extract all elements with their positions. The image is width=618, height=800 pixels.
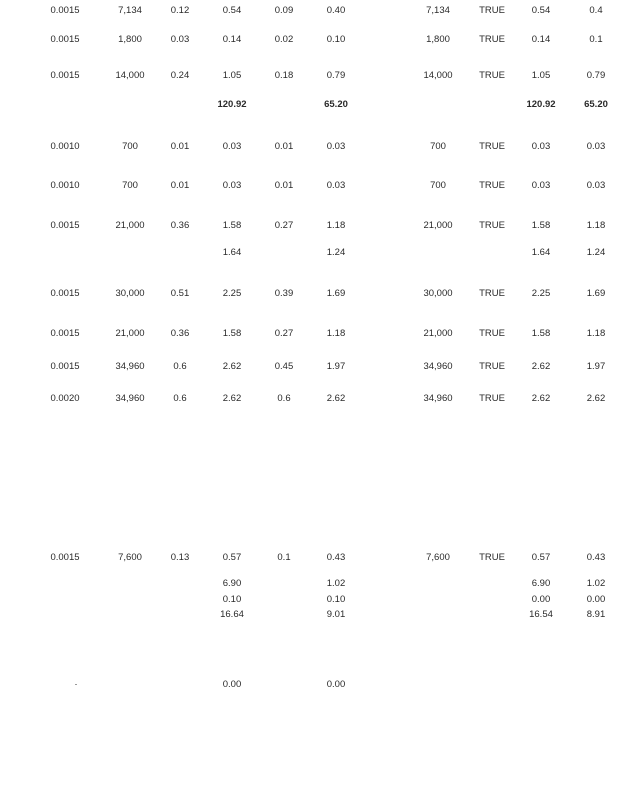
table-cell-c9: 0.14 [531, 34, 551, 45]
table-cell-c4: 0.14 [222, 34, 242, 45]
table-cell-c3: 0.36 [170, 220, 190, 231]
table-cell-c8: TRUE [479, 34, 505, 45]
table-cell-c8: TRUE [479, 361, 505, 372]
table-cell-c5: 0.18 [274, 70, 294, 81]
table-cell-c1: 0.0015 [50, 328, 80, 339]
table-cell-c1: 0.0010 [50, 180, 80, 191]
table-cell-c6: 0.00 [326, 679, 346, 690]
table-cell-c6: 1.24 [326, 247, 346, 258]
table-cell-c1: 0.0020 [50, 393, 80, 404]
table-cell-c7: 14,000 [423, 70, 453, 81]
table-cell-c9: 1.64 [531, 247, 551, 258]
table-cell-c4: 2.62 [222, 393, 242, 404]
table-cell-c9: 6.90 [531, 578, 551, 589]
table-cell-c4: 1.64 [222, 247, 242, 258]
scan-speck [75, 684, 77, 685]
table-cell-c7: 700 [430, 141, 446, 152]
table-cell-c10: 1.69 [586, 288, 606, 299]
table-cell-c10: 8.91 [586, 609, 606, 620]
table-cell-c4: 6.90 [222, 578, 242, 589]
table-cell-c8: TRUE [479, 393, 505, 404]
table-cell-c9: 0.03 [531, 180, 551, 191]
table-cell-c3: 0.03 [170, 34, 190, 45]
table-cell-c5: 0.45 [274, 361, 294, 372]
table-cell-c5: 0.1 [277, 552, 291, 563]
table-cell-c10: 2.62 [586, 393, 606, 404]
table-cell-c9: 0.00 [531, 594, 551, 605]
table-cell-c9: 1.58 [531, 328, 551, 339]
table-cell-c4: 0.54 [222, 5, 242, 16]
table-cell-c7: 7,600 [426, 552, 450, 563]
table-cell-c6: 0.40 [326, 5, 346, 16]
table-cell-c3: 0.01 [170, 141, 190, 152]
table-cell-c4: 16.64 [220, 609, 244, 620]
table-cell-c3: 0.01 [170, 180, 190, 191]
table-cell-c8: TRUE [479, 328, 505, 339]
table-cell-c4: 0.03 [222, 141, 242, 152]
table-cell-c2: 14,000 [115, 70, 145, 81]
table-cell-c7: 34,960 [423, 361, 453, 372]
table-cell-c4: 120.92 [217, 99, 247, 110]
table-cell-c6: 1.97 [326, 361, 346, 372]
table-cell-c1: 0.0010 [50, 141, 80, 152]
table-cell-c2: 21,000 [115, 328, 145, 339]
table-cell-c8: TRUE [479, 552, 505, 563]
table-cell-c5: 0.01 [274, 141, 294, 152]
table-cell-c5: 0.02 [274, 34, 294, 45]
table-cell-c8: TRUE [479, 220, 505, 231]
table-cell-c2: 34,960 [115, 393, 145, 404]
table-cell-c3: 0.6 [173, 393, 187, 404]
table-cell-c10: 0.00 [586, 594, 606, 605]
table-cell-c3: 0.36 [170, 328, 190, 339]
table-cell-c10: 1.18 [586, 220, 606, 231]
table-cell-c8: TRUE [479, 180, 505, 191]
table-cell-c9: 2.25 [531, 288, 551, 299]
table-cell-c4: 0.03 [222, 180, 242, 191]
table-cell-c10: 0.03 [586, 180, 606, 191]
table-cell-c10: 65.20 [584, 99, 608, 110]
table-cell-c10: 1.02 [586, 578, 606, 589]
table-cell-c3: 0.13 [170, 552, 190, 563]
table-cell-c4: 0.10 [222, 594, 242, 605]
table-cell-c8: TRUE [479, 5, 505, 16]
table-cell-c10: 0.4 [589, 5, 603, 16]
table-cell-c2: 700 [122, 180, 138, 191]
table-cell-c10: 1.18 [586, 328, 606, 339]
table-cell-c6: 1.02 [326, 578, 346, 589]
table-cell-c6: 65.20 [324, 99, 348, 110]
table-cell-c9: 1.05 [531, 70, 551, 81]
table-cell-c9: 0.03 [531, 141, 551, 152]
table-cell-c2: 7,600 [118, 552, 142, 563]
table-cell-c6: 0.03 [326, 141, 346, 152]
table-cell-c10: 0.79 [586, 70, 606, 81]
table-cell-c2: 1,800 [118, 34, 142, 45]
table-cell-c4: 2.62 [222, 361, 242, 372]
table-cell-c4: 0.57 [222, 552, 242, 563]
table-cell-c7: 700 [430, 180, 446, 191]
table-cell-c6: 1.18 [326, 220, 346, 231]
table-cell-c7: 1,800 [426, 34, 450, 45]
table-cell-c5: 0.27 [274, 328, 294, 339]
table-cell-c6: 1.18 [326, 328, 346, 339]
table-cell-c3: 0.6 [173, 361, 187, 372]
table-cell-c6: 1.69 [326, 288, 346, 299]
table-cell-c3: 0.24 [170, 70, 190, 81]
table-cell-c2: 21,000 [115, 220, 145, 231]
table-cell-c8: TRUE [479, 141, 505, 152]
table-cell-c5: 0.39 [274, 288, 294, 299]
table-cell-c9: 2.62 [531, 393, 551, 404]
table-cell-c6: 0.03 [326, 180, 346, 191]
table-cell-c2: 34,960 [115, 361, 145, 372]
table-cell-c4: 1.58 [222, 220, 242, 231]
table-cell-c3: 0.51 [170, 288, 190, 299]
table-cell-c9: 1.58 [531, 220, 551, 231]
table-cell-c1: 0.0015 [50, 361, 80, 372]
table-cell-c6: 0.10 [326, 34, 346, 45]
table-cell-c5: 0.09 [274, 5, 294, 16]
table-cell-c4: 1.58 [222, 328, 242, 339]
table-cell-c1: 0.0015 [50, 5, 80, 16]
table-cell-c9: 16.54 [529, 609, 553, 620]
table-cell-c9: 0.54 [531, 5, 551, 16]
table-cell-c7: 34,960 [423, 393, 453, 404]
table-cell-c1: 0.0015 [50, 220, 80, 231]
table-cell-c9: 0.57 [531, 552, 551, 563]
table-cell-c6: 0.10 [326, 594, 346, 605]
table-cell-c10: 0.1 [589, 34, 603, 45]
table-cell-c4: 1.05 [222, 70, 242, 81]
table-cell-c4: 0.00 [222, 679, 242, 690]
table-cell-c9: 120.92 [526, 99, 556, 110]
table-cell-c8: TRUE [479, 288, 505, 299]
table-cell-c10: 1.97 [586, 361, 606, 372]
table-cell-c7: 21,000 [423, 220, 453, 231]
table-cell-c1: 0.0015 [50, 552, 80, 563]
table-cell-c6: 0.79 [326, 70, 346, 81]
table-cell-c6: 2.62 [326, 393, 346, 404]
table-cell-c10: 0.03 [586, 141, 606, 152]
table-cell-c1: 0.0015 [50, 34, 80, 45]
table-cell-c10: 0.43 [586, 552, 606, 563]
table-cell-c1: 0.0015 [50, 70, 80, 81]
table-cell-c7: 21,000 [423, 328, 453, 339]
table-cell-c2: 7,134 [118, 5, 142, 16]
table-cell-c10: 1.24 [586, 247, 606, 258]
table-cell-c4: 2.25 [222, 288, 242, 299]
table-cell-c3: 0.12 [170, 5, 190, 16]
table-cell-c2: 700 [122, 141, 138, 152]
table-cell-c2: 30,000 [115, 288, 145, 299]
table-cell-c5: 0.27 [274, 220, 294, 231]
table-cell-c5: 0.6 [277, 393, 291, 404]
table-cell-c7: 30,000 [423, 288, 453, 299]
table-cell-c5: 0.01 [274, 180, 294, 191]
table-cell-c1: 0.0015 [50, 288, 80, 299]
table-cell-c8: TRUE [479, 70, 505, 81]
table-cell-c6: 0.43 [326, 552, 346, 563]
table-cell-c6: 9.01 [326, 609, 346, 620]
table-cell-c9: 2.62 [531, 361, 551, 372]
table-cell-c7: 7,134 [426, 5, 450, 16]
